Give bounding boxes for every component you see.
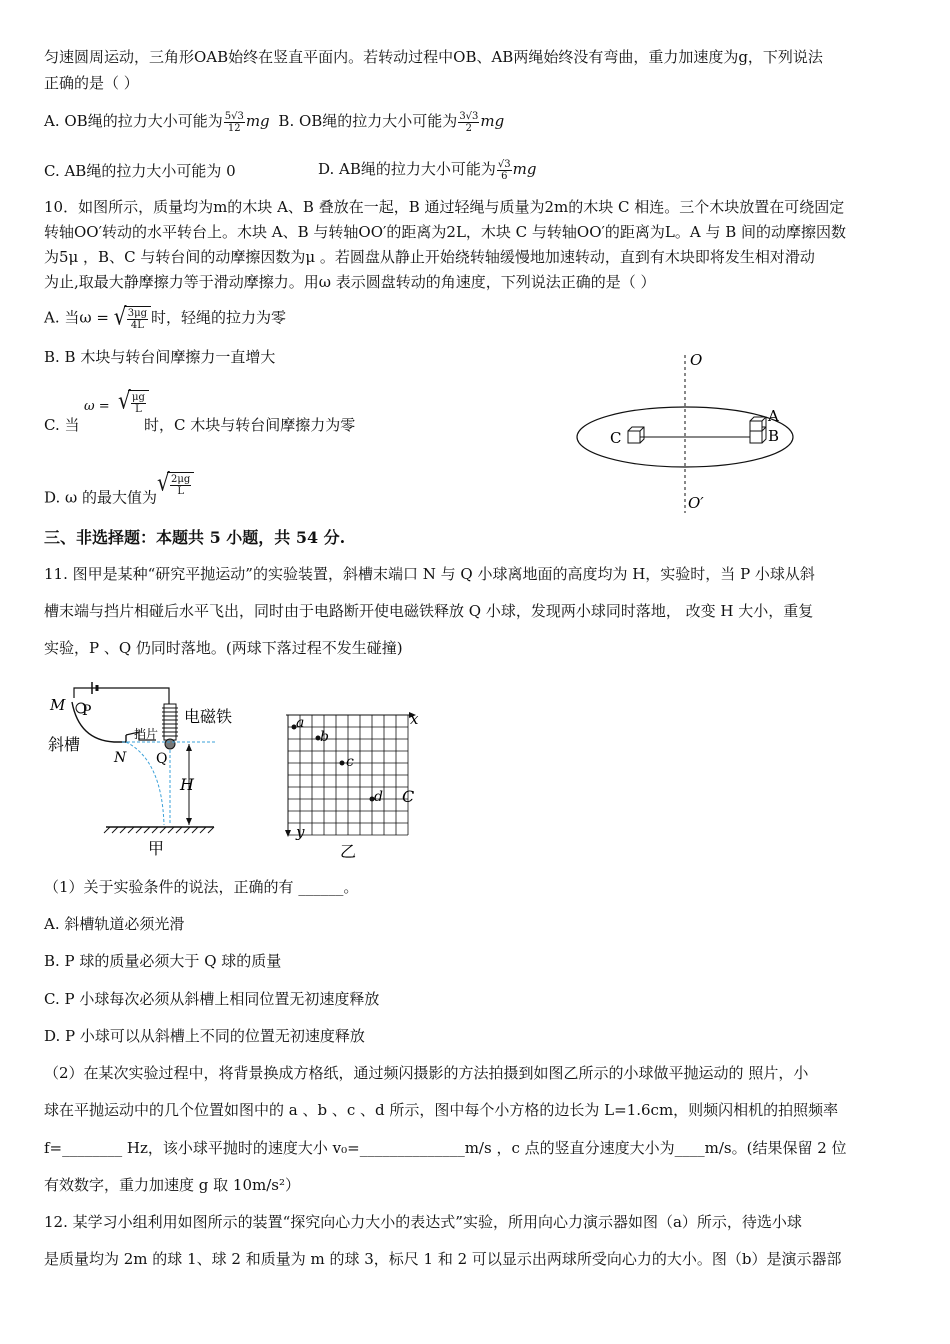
q10-option-d-sqrt: √ $\frac{2\mu g}{L}$ — [157, 472, 194, 497]
q11-line3: 实验，P 、Q 仍同时落地。(两球下落过程不发生碰撞) — [44, 639, 403, 657]
height-arrow-top — [186, 744, 192, 751]
q11-option-b: B. P 球的质量必须大于 Q 球的质量 — [44, 952, 282, 970]
q9-option-b-fraction: $\frac{3√3}{2}$ — [459, 110, 479, 134]
caption-jia: 甲 — [148, 839, 165, 858]
point-d-label: d — [374, 789, 383, 805]
q10-line1: 10．如图所示，质量均为m的木块 A、B 叠放在一起，B 通过轻绳与质量为2m的木块 C 相连。三个木块放置在可绕固定 — [44, 198, 845, 216]
electromagnet-core — [164, 704, 176, 740]
ground-hatch — [104, 827, 214, 833]
q9-option-c: C. AB绳的拉力大小可能为 0 — [44, 162, 236, 180]
q10-option-a — [44, 301, 286, 331]
label-electromagnet: 电磁铁 — [184, 707, 233, 726]
q10-option-a-prefix: A. 当ω = — [44, 308, 109, 327]
q9-option-a-fraction: $\frac{5√3}{12}$ — [224, 110, 244, 134]
q9-option-b-prefix: B. OB绳的拉力大小可能为 — [278, 112, 458, 130]
q10-line4: 为止,取最大静摩擦力等于滑动摩擦力。用ω 表示圆盘转动的角速度，下列说法正确的是（ ） — [44, 273, 656, 291]
q9-option-d-prefix: D. AB绳的拉力大小可能为 — [318, 160, 496, 178]
q11-apparatus-figure — [44, 680, 264, 860]
q10-option-d — [44, 467, 194, 511]
q9-option-d-fraction: $\frac{√3}{6}$ — [497, 158, 511, 182]
q11-sub1: （1）关于实验条件的说法，正确的有 ______。 — [44, 878, 359, 896]
q9-line1: 匀速圆周运动，三角形OAB始终在竖直平面内。若转动过程中OB、AB两绳始终没有弯曲，重力加速度为g，下列说法 — [44, 48, 823, 66]
q10-option-b: B. B 木块与转台间摩擦力一直增大 — [44, 348, 276, 366]
q10-turntable-figure — [570, 345, 800, 525]
q9-option-d-suffix: mg — [512, 160, 537, 178]
point-c-label: c — [346, 754, 354, 770]
label-m: M — [50, 696, 66, 714]
block-a-label: A — [768, 407, 779, 425]
q12-line2: 是质量均为 2m 的球 1、球 2 和质量为 m 的球 3，标尺 1 和 2 可以显示出两球所受向心力的大小。图（b）是演示器部 — [44, 1250, 842, 1268]
section-3-heading: 三、非选择题：本题共 5 小题，共 54 分. — [44, 528, 346, 547]
axis-label-o-prime: O′ — [688, 494, 704, 512]
q10-option-a-suffix: 时，轻绳的拉力为零 — [150, 308, 286, 327]
q11-sub2-line1: （2）在某次实验过程中，将背景换成方格纸，通过频闪摄影的方法拍摄到如图乙所示的小球做平抛运动的 照片，小 — [44, 1064, 809, 1082]
q10-option-c-prefix: C. 当 — [44, 416, 80, 434]
q11-sub2-line3: f=________ Hz，该小球平抛时的速度大小 v₀=______________m/s ，c 点的竖直分速度大小为____m/s。(结果保留 2 位 — [44, 1139, 847, 1157]
q11-grid-figure — [278, 705, 438, 865]
q12-line1: 12. 某学习小组利用如图所示的装置“探究向心力大小的表达式”实验，所用向心力演示器如图（a）所示，待选小球 — [44, 1213, 802, 1231]
x-axis-label: x — [410, 710, 419, 728]
q10-line3: 为5μ ，B、C 与转台间的动摩擦因数为μ 。若圆盘从静止开始绕转轴缓慢地加速转动，直到有木块即将发生相对滑动 — [44, 248, 815, 266]
q9-option-a-prefix: A. OB绳的拉力大小可能为 — [44, 112, 223, 130]
point-b-label: b — [320, 729, 329, 745]
label-p: P — [82, 703, 92, 719]
label-plate: 挡片 — [134, 727, 159, 741]
label-ramp: 斜槽 — [48, 735, 81, 754]
q9-line2: 正确的是（ ） — [44, 74, 139, 92]
q10-line2: 转轴OO′转动的水平转台上。木块 A、B 与转轴OO′的距离为2L，木块 C 与转轴OO′的距离为L。A 与 B 间的动摩擦因数 — [44, 223, 847, 241]
height-arrow-bottom — [186, 818, 192, 825]
block-b-label: B — [768, 427, 780, 445]
point-a-label: a — [296, 715, 305, 731]
ball-q — [165, 739, 175, 749]
q11-line1: 11. 图甲是某种“研究平抛运动”的实验装置，斜槽末端口 N 与 Q 小球离地面的高度均为 H，实验时，当 P 小球从斜 — [44, 565, 815, 583]
label-h: H — [180, 775, 194, 794]
caption-yi: 乙 — [340, 842, 357, 861]
label-q: Q — [156, 751, 168, 767]
q10-option-c-omega: ω = — [84, 399, 110, 414]
block-c-label: C — [610, 429, 622, 447]
point-c — [340, 761, 345, 766]
q11-option-d: D. P 小球可以从斜槽上不同的位置无初速度释放 — [44, 1027, 365, 1045]
q11-option-c: C. P 小球每次必须从斜槽上相同位置无初速度释放 — [44, 990, 380, 1008]
q11-sub2-line2: 球在平抛运动中的几个位置如图中的 a 、b 、c 、d 所示，图中每个小方格的边长为 L=1.6cm，则频闪相机的拍照频率 — [44, 1101, 839, 1119]
y-axis-label: y — [296, 823, 305, 841]
q9-option-a — [44, 110, 504, 134]
q9-option-d — [318, 158, 536, 182]
q11-option-a: A. 斜槽轨道必须光滑 — [44, 915, 185, 933]
q10-option-d-prefix: D. ω 的最大值为 — [44, 488, 158, 507]
grid-lines — [288, 715, 408, 835]
q9-option-b-suffix: mg — [480, 112, 505, 130]
q11-line2: 槽末端与挡片相碰后水平飞出，同时由于电路断开使电磁铁释放 Q 小球，发现两小球同时落地， 改变 H 大小，重复 — [44, 602, 814, 620]
axis-label-o: O — [690, 351, 703, 369]
y-axis-arrow — [285, 830, 291, 837]
block-c — [628, 427, 644, 443]
q10-option-c-suffix: 时，C 木块与转台间摩擦力为零 — [144, 416, 356, 434]
q10-option-c-sqrt: √ $\frac{\mu g}{L}$ — [118, 390, 149, 415]
q11-sub2-line4: 有效数字，重力加速度 g 取 10m/s²） — [44, 1176, 300, 1194]
label-n: N — [114, 750, 127, 766]
q10-option-a-sqrt: √ $\frac{3\mu g}{4L}$ — [114, 306, 151, 331]
grid-label-c: C — [402, 787, 415, 806]
q9-option-a-suffix: mg — [245, 112, 270, 130]
